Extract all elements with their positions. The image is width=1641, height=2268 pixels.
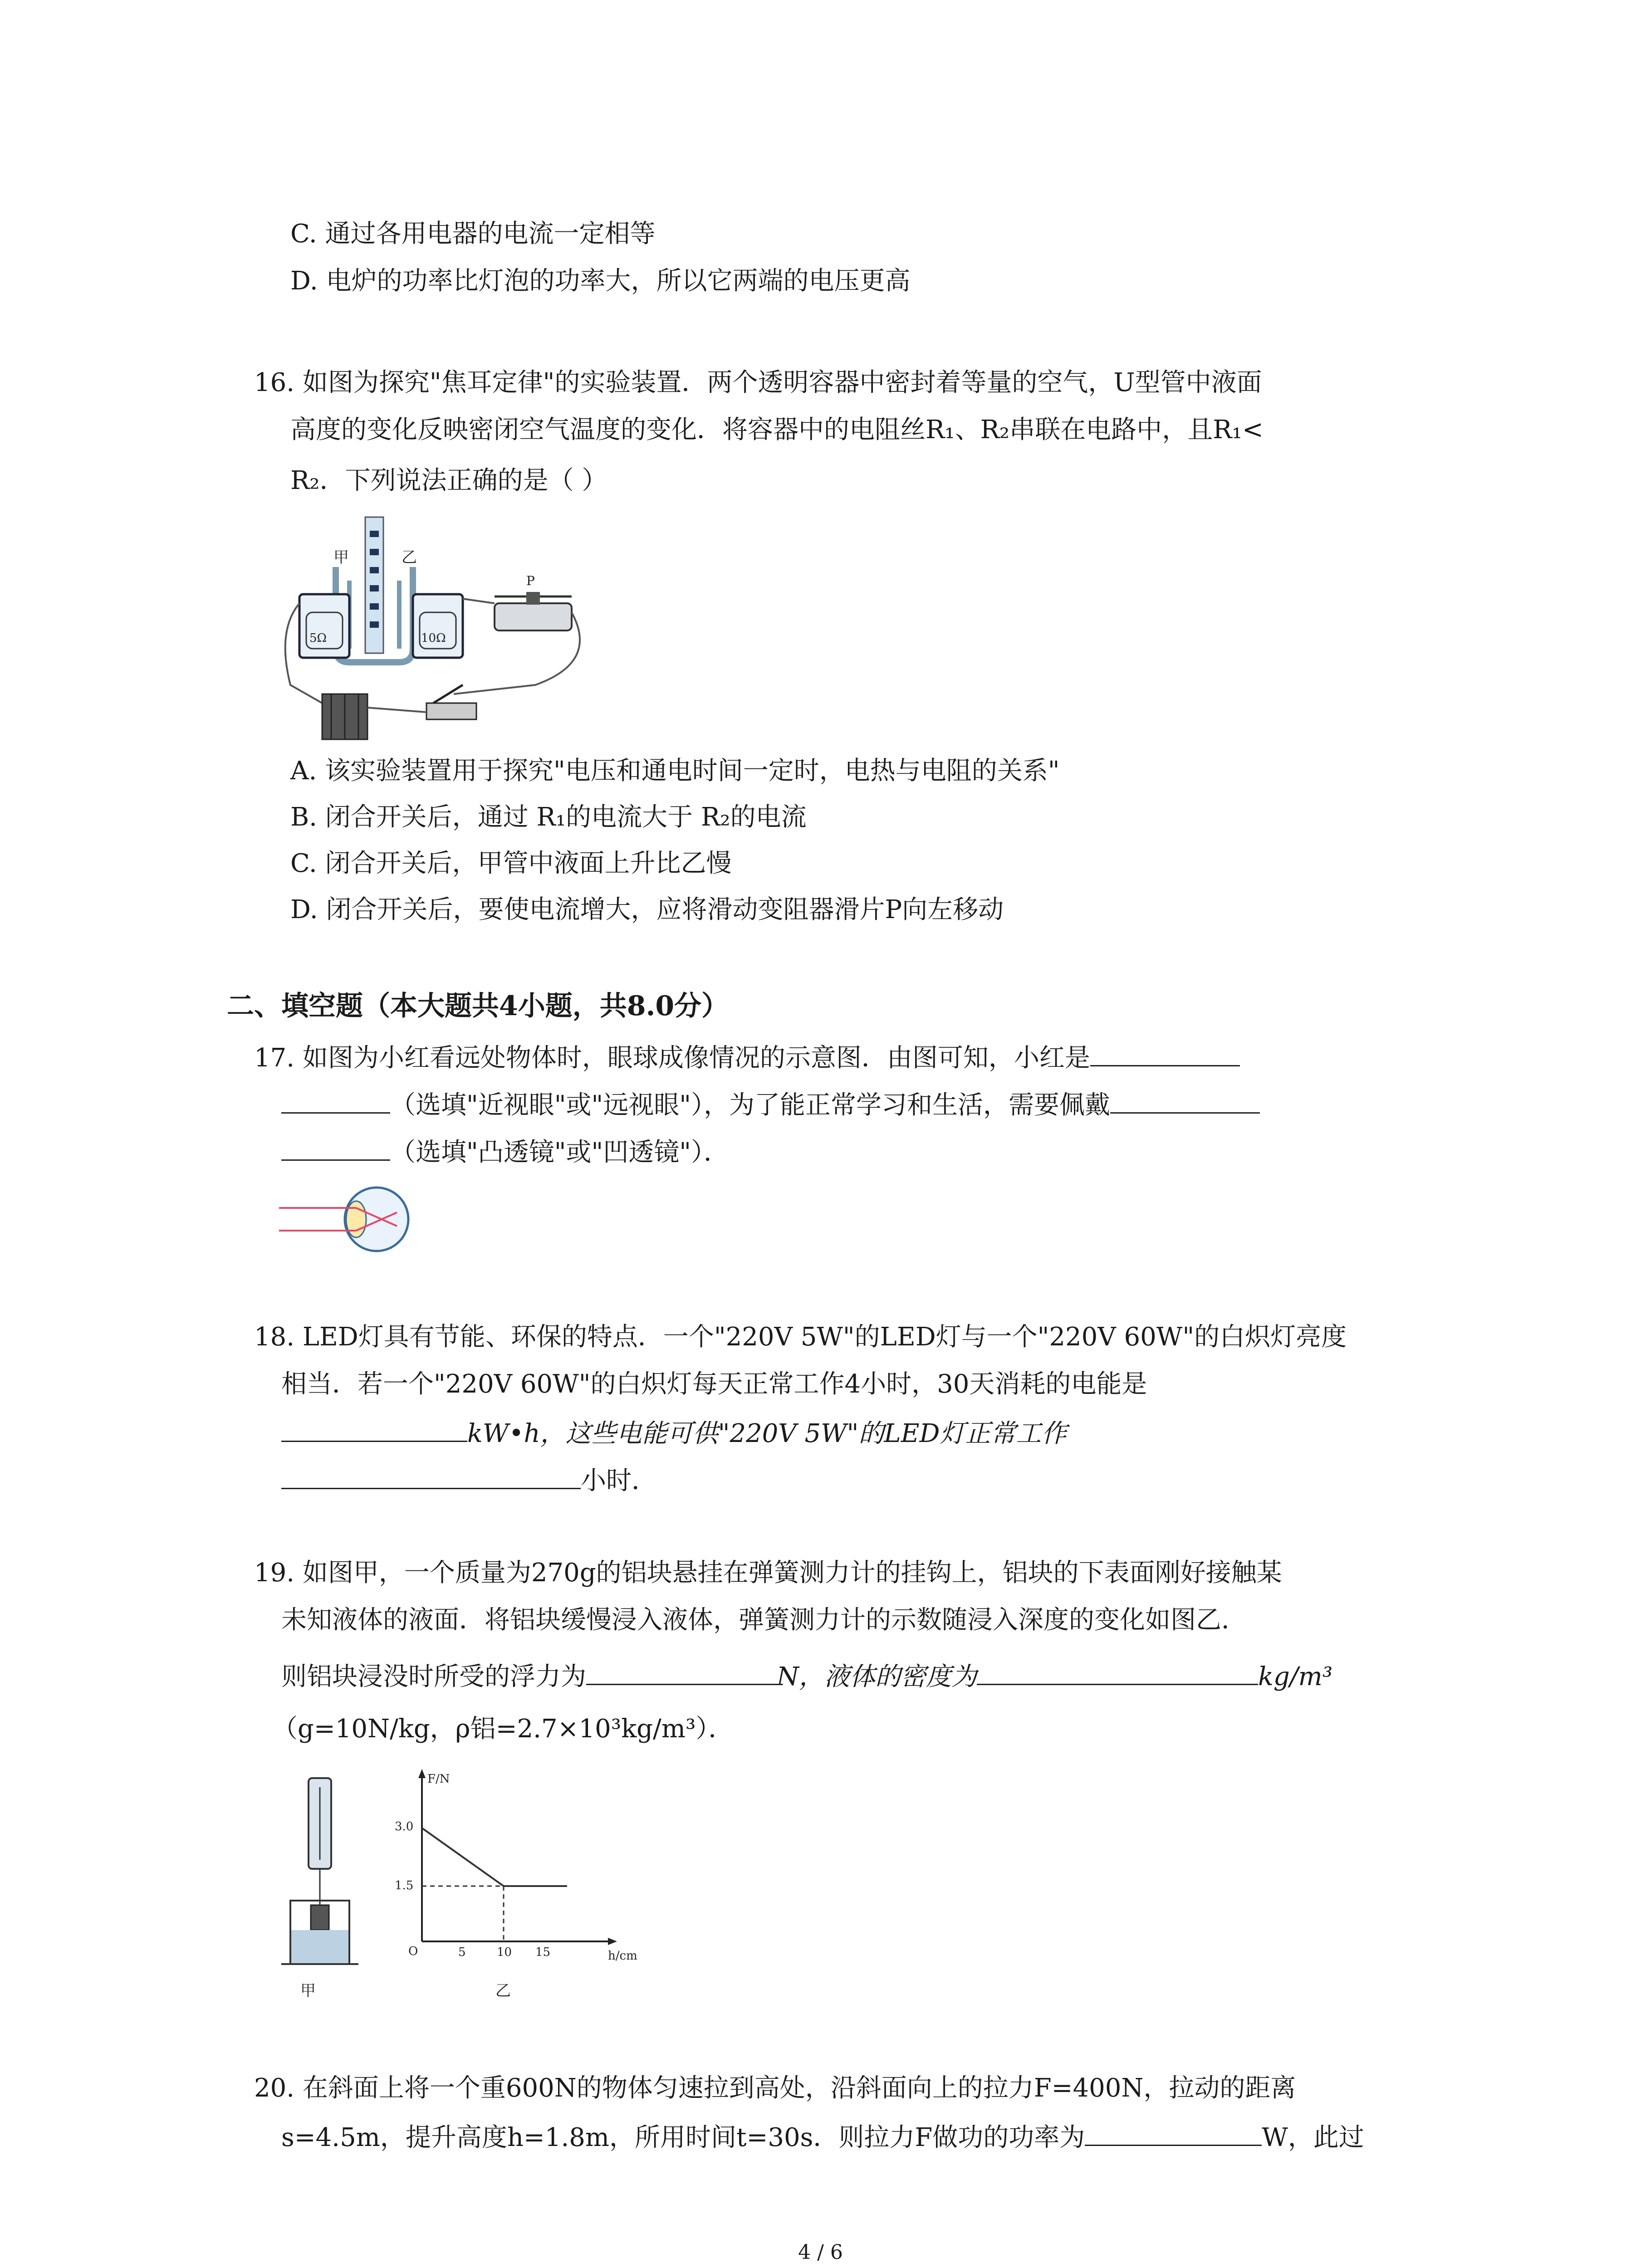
q17-blank-2a[interactable] bbox=[1110, 1087, 1260, 1114]
q19-text-3b: N，液体的密度为 bbox=[777, 1662, 977, 1691]
q18-stem-line2: 相当．若一个"220V 60W"的白炽灯每天正常工作4小时，30天消耗的电能是 bbox=[281, 1369, 1147, 1399]
q19-text-3c: kg/m³ bbox=[1258, 1662, 1333, 1691]
q16-stem-line1: 16. 如图为探究"焦耳定律"的实验装置．两个透明容器中密封着等量的空气，U型管中液面 bbox=[254, 368, 1262, 397]
q19-stem-line1: 19. 如图甲，一个质量为270g的铝块悬挂在弹簧测力计的挂钩上，铝块的下表面刚好接触某 bbox=[254, 1558, 1282, 1588]
q16-fig-label-yi: 乙 bbox=[402, 548, 417, 567]
q19-stem-line4: （g=10N/kg，ρ铝=2.7×10³kg/m³）． bbox=[272, 1714, 734, 1744]
q16-option-b: B. 闭合开关后，通过 R₁的电流大于 R₂的电流 bbox=[290, 802, 807, 832]
q20-text-2a: s=4.5m，提升高度h=1.8m，所用时间t=30s．则拉力F做功的功率为 bbox=[281, 2123, 1085, 2152]
q18-blank-1[interactable] bbox=[281, 1415, 467, 1442]
q18-stem-line3 bbox=[281, 1415, 1067, 1450]
q16-fig-slider-p: P bbox=[526, 573, 535, 588]
q19-text-3a: 则铝块浸没时所受的浮力为 bbox=[281, 1662, 586, 1691]
q19-fig-label-yi: 乙 bbox=[495, 1982, 511, 2000]
q18-stem-line1: 18. LED灯具有节能、环保的特点．一个"220V 5W"的LED灯与一个"220V 60W"的白炽灯亮度 bbox=[254, 1322, 1347, 1352]
q17-stem-line1 bbox=[254, 1040, 1240, 1075]
q19-figure-force-depth-graph bbox=[395, 1769, 637, 2005]
q16-option-d: D. 闭合开关后，要使电流增大，应将滑动变阻器滑片P向左移动 bbox=[290, 895, 1004, 924]
q20-blank-1[interactable] bbox=[1085, 2119, 1262, 2146]
q19-fig-label-jia: 甲 bbox=[300, 1982, 316, 2000]
q19-stem-line2: 未知液体的液面．将铝块缓慢浸入液体，弹簧测力计的示数随浸入深度的变化如图乙． bbox=[281, 1605, 1247, 1635]
q18-text-3: kW•h，这些电能可供"220V 5W"的LED灯正常工作 bbox=[467, 1419, 1067, 1448]
section-title-fill-in: 二、填空题（本大题共4小题，共8.0分） bbox=[227, 990, 729, 1022]
q16-option-a: A. 该实验装置用于探究"电压和通电时间一定时，电热与电阻的关系" bbox=[290, 756, 1060, 786]
q18-text-4: 小时． bbox=[581, 1466, 657, 1496]
q20-text-2b: W，此过 bbox=[1262, 2123, 1364, 2152]
q19-graph-origin: O bbox=[408, 1945, 418, 1958]
q20-stem-line2 bbox=[281, 2119, 1364, 2154]
q17-text-3: （选填"凸透镜"或"凹透镜"）． bbox=[390, 1138, 730, 1167]
q17-stem-line2 bbox=[281, 1087, 1260, 1122]
q19-blank-2[interactable] bbox=[977, 1658, 1258, 1685]
q16-option-c: C. 闭合开关后，甲管中液面上升比乙慢 bbox=[290, 849, 732, 878]
q19-figure-spring-scale bbox=[281, 1769, 363, 2005]
q20-stem-line1: 20. 在斜面上将一个重600N的物体匀速拉到高处，沿斜面向上的拉力F=400N，拉动的距离 bbox=[254, 2073, 1296, 2103]
q17-figure-eye-diagram bbox=[279, 1183, 415, 1256]
q17-text-2: （选填"近视眼"或"远视眼"），为了能正常学习和生活，需要佩戴 bbox=[390, 1090, 1111, 1120]
q18-blank-2[interactable] bbox=[281, 1462, 581, 1489]
q16-stem-line2: 高度的变化反映密闭空气温度的变化．将容器中的电阻丝R₁、R₂串联在电路中，且R₁< bbox=[290, 415, 1264, 445]
q19-stem-line3 bbox=[281, 1658, 1332, 1693]
q15-option-d: D. 电炉的功率比灯泡的功率大，所以它两端的电压更高 bbox=[290, 266, 911, 296]
q19-graph-ytick-1-5: 1.5 bbox=[395, 1879, 414, 1892]
q19-graph-xtick-15: 15 bbox=[535, 1945, 551, 1959]
q16-figure-joule-apparatus bbox=[281, 513, 594, 748]
q19-graph-ylabel: F/N bbox=[427, 1772, 450, 1786]
q18-stem-line4 bbox=[281, 1462, 657, 1497]
q19-graph-ytick-3: 3.0 bbox=[395, 1820, 414, 1833]
q19-blank-1[interactable] bbox=[586, 1658, 777, 1685]
q19-graph-xtick-5: 5 bbox=[458, 1945, 466, 1959]
q17-blank-1a[interactable] bbox=[1090, 1040, 1240, 1066]
q19-graph-xtick-10: 10 bbox=[497, 1945, 512, 1959]
q17-blank-1b[interactable] bbox=[281, 1087, 390, 1114]
q17-blank-2b[interactable] bbox=[281, 1134, 390, 1161]
page-number: 4 / 6 bbox=[798, 2241, 843, 2264]
q19-graph-xlabel: h/cm bbox=[608, 1949, 637, 1963]
q17-text-1: 17. 如图为小红看远处物体时，眼球成像情况的示意图．由图可知，小红是 bbox=[254, 1043, 1090, 1073]
q16-fig-r2-label: 10Ω bbox=[421, 631, 446, 645]
q16-fig-r1-label: 5Ω bbox=[309, 631, 327, 645]
q16-stem-line3: R₂．下列说法正确的是（ ） bbox=[290, 466, 607, 495]
q16-fig-label-jia: 甲 bbox=[333, 548, 349, 567]
q17-stem-line3 bbox=[281, 1134, 729, 1169]
q15-option-c: C. 通过各用电器的电流一定相等 bbox=[290, 219, 656, 249]
